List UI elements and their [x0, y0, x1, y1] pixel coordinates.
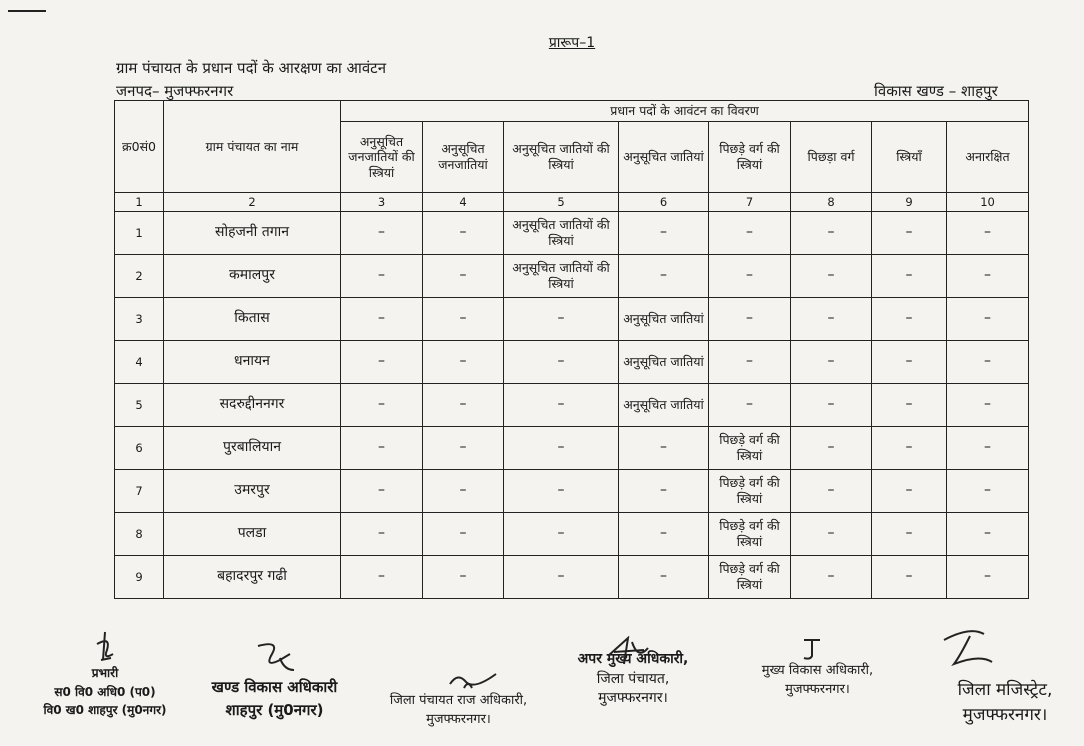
empty-mark: –	[947, 556, 1029, 599]
empty-mark: –	[947, 427, 1029, 470]
category-header: स्त्रियाँ	[872, 122, 947, 193]
signature-designation: मुख्य विकास अधिकारी,	[761, 663, 874, 678]
empty-mark: –	[619, 255, 709, 298]
empty-mark: –	[341, 513, 423, 556]
signature-block-cdo	[740, 662, 895, 700]
empty-mark: –	[423, 427, 504, 470]
serial-number: 3	[115, 298, 164, 341]
serial-number: 8	[115, 513, 164, 556]
empty-mark: –	[341, 212, 423, 255]
column-number: 6	[619, 193, 709, 212]
empty-mark: –	[619, 513, 709, 556]
column-number: 8	[791, 193, 872, 212]
signature-scribble	[85, 630, 125, 664]
empty-mark: –	[423, 212, 504, 255]
empty-mark: –	[709, 384, 791, 427]
category-header: अनुसूचित जनजातियां	[423, 122, 504, 193]
empty-mark: –	[341, 384, 423, 427]
reservation-category: अनुसूचित जातियां	[619, 341, 709, 384]
empty-mark: –	[504, 556, 619, 599]
table-row	[115, 341, 1029, 384]
signature-designation: अपर मुख्य अधिकारी,	[577, 651, 689, 667]
serial-number: 2	[115, 255, 164, 298]
reservation-category: अनुसूचित जातियां	[619, 298, 709, 341]
empty-mark: –	[872, 298, 947, 341]
empty-mark: –	[423, 298, 504, 341]
table-row	[115, 255, 1029, 298]
signature-block-amo	[548, 650, 718, 709]
signature-designation: जिला पंचायत राज अधिकारी,	[389, 693, 528, 708]
gram-panchayat-name: पुरबालियान	[164, 427, 341, 470]
empty-mark: –	[709, 341, 791, 384]
column-number: 10	[947, 193, 1029, 212]
empty-mark: –	[872, 556, 947, 599]
empty-mark: –	[872, 212, 947, 255]
column-number: 7	[709, 193, 791, 212]
table-row	[115, 427, 1029, 470]
empty-mark: –	[947, 470, 1029, 513]
signature-designation: प्रभारी	[91, 666, 119, 680]
empty-mark: –	[423, 513, 504, 556]
form-label: प्रारूप–1	[548, 35, 596, 51]
table-row	[115, 212, 1029, 255]
allocation-group-header: प्रधान पदों के आवंटन का विवरण	[341, 101, 1029, 122]
empty-mark: –	[504, 427, 619, 470]
signature-scribble	[940, 626, 1000, 672]
empty-mark: –	[791, 255, 872, 298]
empty-mark: –	[947, 255, 1029, 298]
empty-mark: –	[872, 427, 947, 470]
empty-mark: –	[619, 470, 709, 513]
category-header: पिछड़े वर्ग की स्त्रियां	[709, 122, 791, 193]
empty-mark: –	[947, 341, 1029, 384]
empty-mark: –	[872, 341, 947, 384]
signature-office: शाहपुर (मु0नगर)	[225, 700, 324, 719]
empty-mark: –	[791, 513, 872, 556]
signature-scribble	[250, 640, 300, 676]
gram-panchayat-name: सदरुद्दीननगर	[164, 384, 341, 427]
empty-mark: –	[872, 255, 947, 298]
empty-mark: –	[947, 384, 1029, 427]
category-header: अनारक्षित	[947, 122, 1029, 193]
signature-office: मुजफ्फरनगर।	[785, 681, 850, 697]
empty-mark: –	[341, 470, 423, 513]
empty-mark: –	[791, 212, 872, 255]
serial-number: 7	[115, 470, 164, 513]
empty-mark: –	[619, 556, 709, 599]
serial-header: क्र0सं0	[115, 101, 164, 193]
reservation-category: अनुसूचित जातियां	[619, 384, 709, 427]
empty-mark: –	[947, 298, 1029, 341]
empty-mark: –	[791, 384, 872, 427]
signature-scribble	[598, 636, 658, 668]
reservation-category: पिछड़े वर्ग की स्त्रियां	[709, 556, 791, 599]
name-header: ग्राम पंचायत का नाम	[164, 101, 341, 193]
empty-mark: –	[341, 255, 423, 298]
empty-mark: –	[791, 298, 872, 341]
column-number: 4	[423, 193, 504, 212]
empty-mark: –	[423, 384, 504, 427]
district-label: जनपद– मुजफ्फरनगर	[116, 82, 234, 100]
category-header: अनुसूचित जातियां	[619, 122, 709, 193]
empty-mark: –	[423, 556, 504, 599]
empty-mark: –	[504, 298, 619, 341]
allocation-table	[114, 100, 1029, 599]
block-label: विकास खण्ड – शाहपुर	[874, 82, 998, 100]
signature-designation: जिला मजिस्ट्रेट,	[957, 680, 1053, 700]
empty-mark: –	[504, 384, 619, 427]
reservation-category: पिछड़े वर्ग की स्त्रियां	[709, 513, 791, 556]
empty-mark: –	[947, 212, 1029, 255]
category-header: पिछड़ा वर्ग	[791, 122, 872, 193]
category-header: अनुसूचित जनजातियों की स्त्रियां	[341, 122, 423, 193]
serial-number: 9	[115, 556, 164, 599]
signature-block-incharge	[30, 630, 180, 720]
signature-office: मुजफ्फरनगर।	[962, 704, 1048, 725]
reservation-category: अनुसूचित जातियों की स्त्रियां	[504, 212, 619, 255]
signature-office: मुजफ्फरनगर।	[426, 711, 491, 727]
empty-mark: –	[709, 212, 791, 255]
serial-number: 6	[115, 427, 164, 470]
reservation-category: पिछड़े वर्ग की स्त्रियां	[709, 427, 791, 470]
empty-mark: –	[423, 255, 504, 298]
table-row	[115, 556, 1029, 599]
signature-scribble	[798, 636, 828, 662]
empty-mark: –	[619, 212, 709, 255]
category-header: अनुसूचित जातियों की स्त्रियां	[504, 122, 619, 193]
signature-block-bdo	[192, 640, 357, 721]
signature-department: जिला पंचायत,	[596, 670, 670, 687]
empty-mark: –	[504, 513, 619, 556]
gram-panchayat-name: कितास	[164, 298, 341, 341]
empty-mark: –	[791, 341, 872, 384]
gram-panchayat-name: उमरपुर	[164, 470, 341, 513]
gram-panchayat-name: धनायन	[164, 341, 341, 384]
empty-mark: –	[504, 470, 619, 513]
gram-panchayat-name: बहादरपुर गढी	[164, 556, 341, 599]
gram-panchayat-name: सोहजनी तगान	[164, 212, 341, 255]
empty-mark: –	[341, 556, 423, 599]
column-number: 2	[164, 193, 341, 212]
column-number: 1	[115, 193, 164, 212]
empty-mark: –	[709, 298, 791, 341]
reservation-category: पिछड़े वर्ग की स्त्रियां	[709, 470, 791, 513]
table-row	[115, 470, 1029, 513]
table-row	[115, 298, 1029, 341]
signature-block-dpro	[366, 668, 551, 730]
column-number: 5	[504, 193, 619, 212]
empty-mark: –	[947, 513, 1029, 556]
empty-mark: –	[423, 470, 504, 513]
gram-panchayat-name: पलडा	[164, 513, 341, 556]
table-row	[115, 384, 1029, 427]
signature-office: मुजफ्फरनगर।	[598, 690, 668, 707]
table-row	[115, 513, 1029, 556]
empty-mark: –	[791, 427, 872, 470]
empty-mark: –	[423, 341, 504, 384]
empty-mark: –	[341, 341, 423, 384]
serial-number: 1	[115, 212, 164, 255]
column-number: 9	[872, 193, 947, 212]
signature-block-dm	[930, 630, 1080, 727]
empty-mark: –	[791, 470, 872, 513]
empty-mark: –	[791, 556, 872, 599]
signature-office: वि0 ख0 शाहपुर (मु0नगर)	[43, 703, 167, 718]
serial-number: 5	[115, 384, 164, 427]
empty-mark: –	[872, 384, 947, 427]
document-title: ग्राम पंचायत के प्रधान पदों के आरक्षण का आवंटन	[116, 59, 387, 77]
empty-mark: –	[341, 298, 423, 341]
signature-designation: स0 वि0 अधि0 (प0)	[54, 684, 156, 699]
empty-mark: –	[619, 427, 709, 470]
signature-designation: खण्ड विकास अधिकारी	[211, 678, 338, 696]
empty-mark: –	[872, 470, 947, 513]
column-number: 3	[341, 193, 423, 212]
empty-mark: –	[872, 513, 947, 556]
serial-number: 4	[115, 341, 164, 384]
signature-scribble	[446, 668, 506, 692]
empty-mark: –	[341, 427, 423, 470]
reservation-category: अनुसूचित जातियों की स्त्रियां	[504, 255, 619, 298]
corner-dash-mark	[8, 10, 46, 12]
gram-panchayat-name: कमालपुर	[164, 255, 341, 298]
empty-mark: –	[504, 341, 619, 384]
empty-mark: –	[709, 255, 791, 298]
